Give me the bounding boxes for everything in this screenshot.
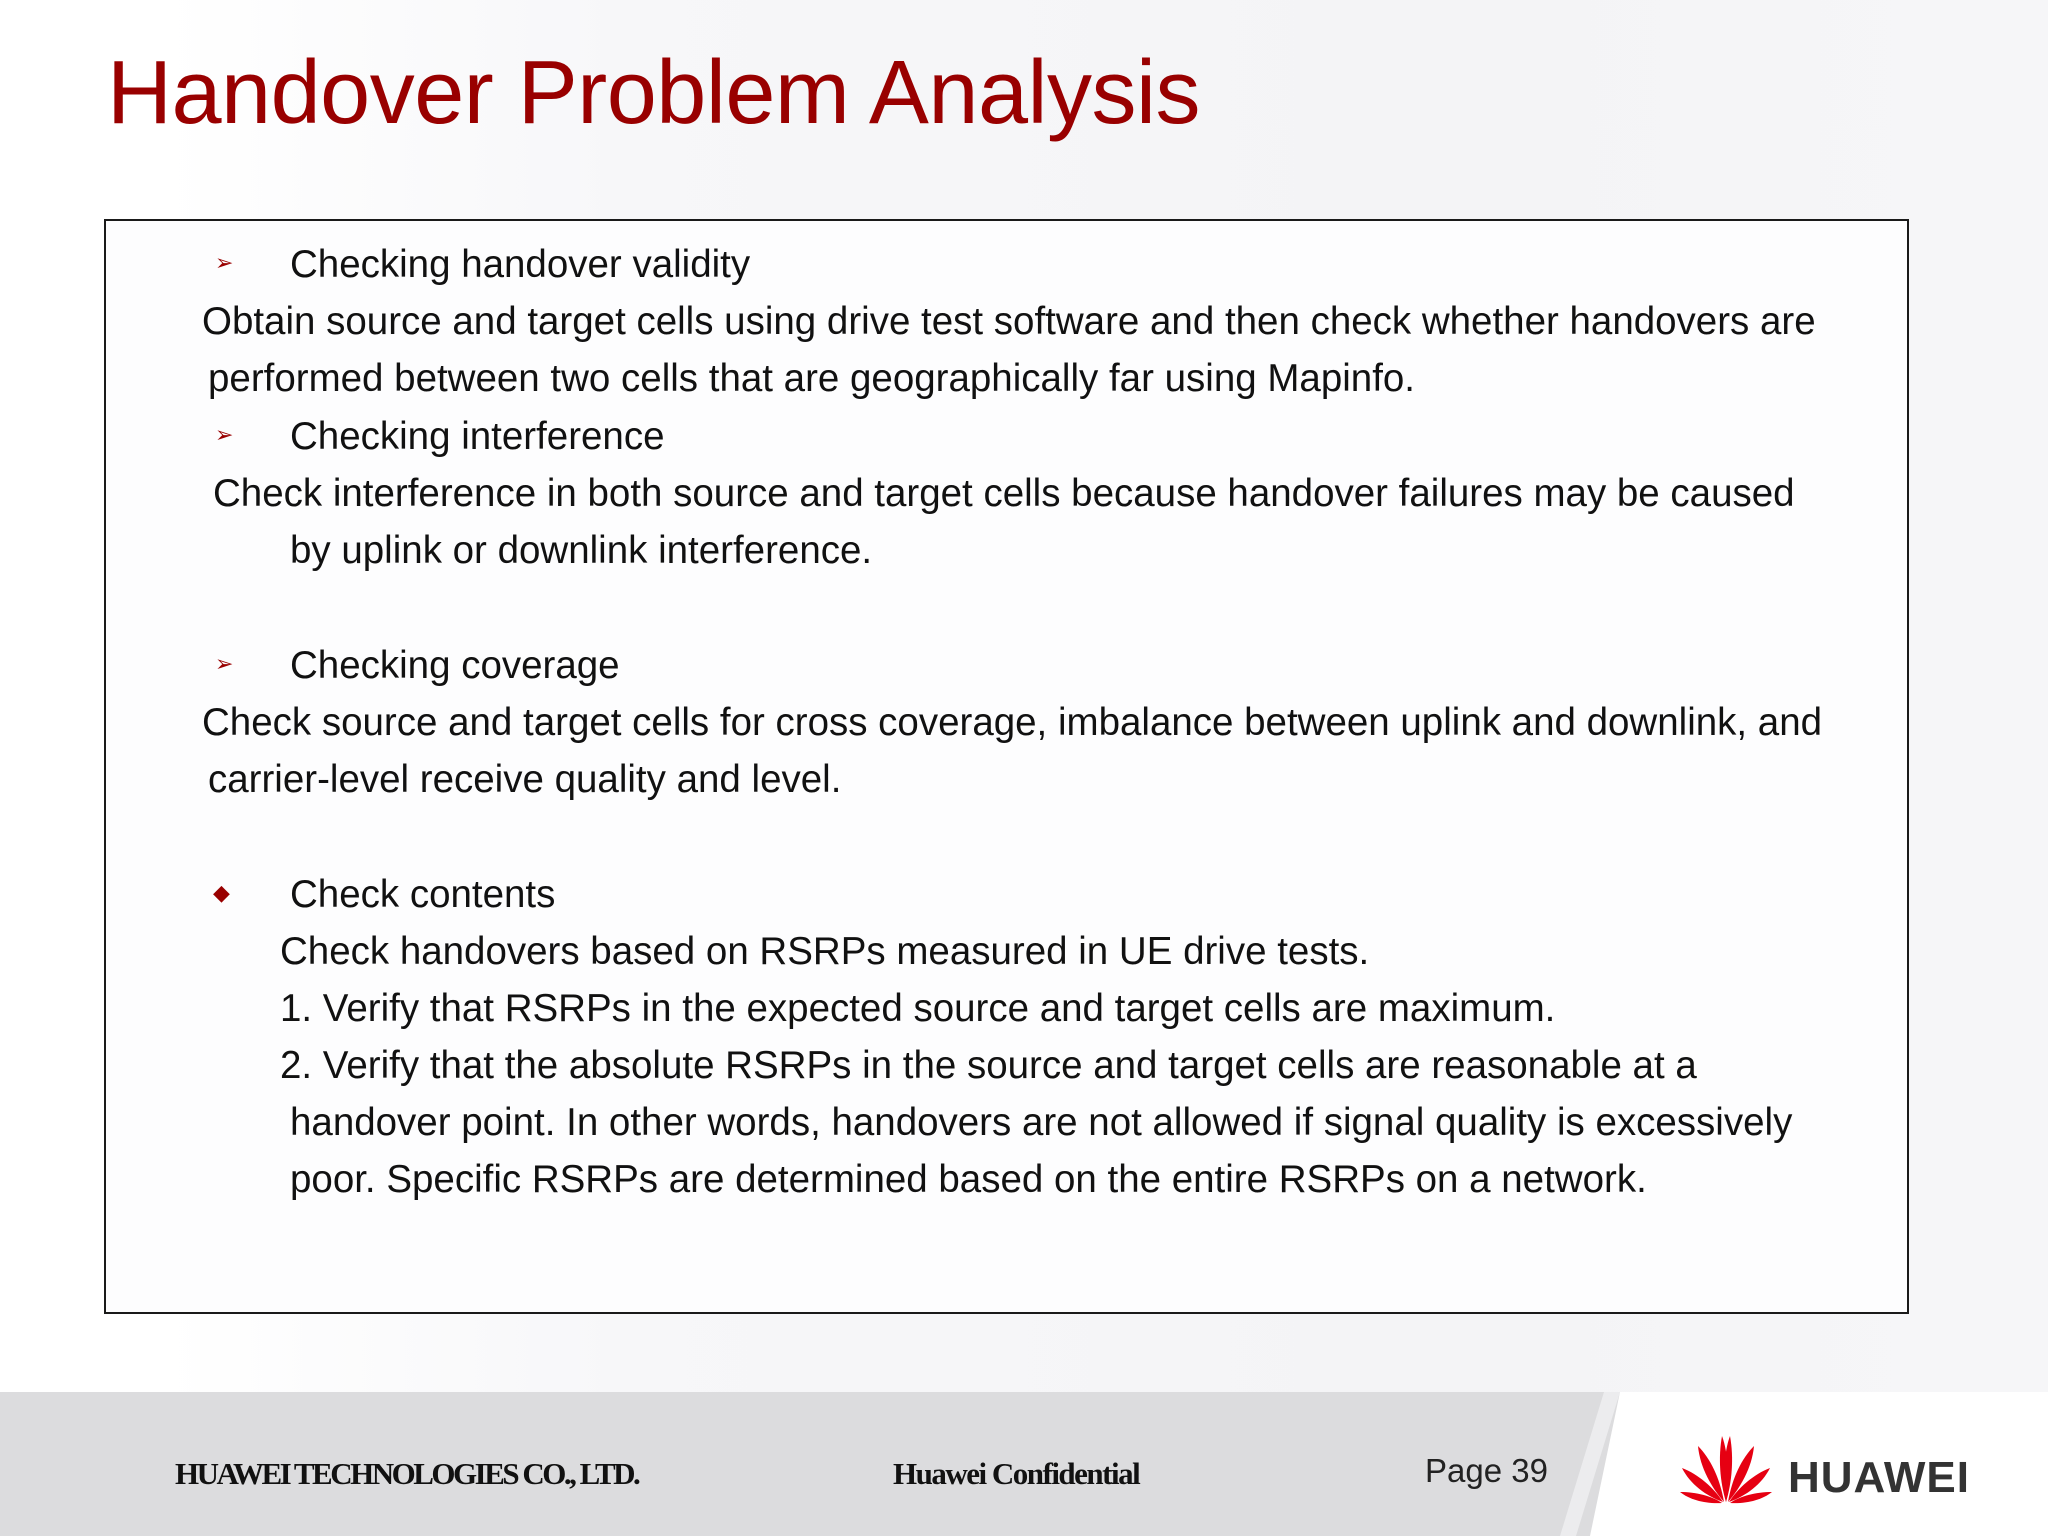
- body-line: 2. Verify that the absolute RSRPs in the source and target cells are reasonable at a: [280, 1044, 1697, 1087]
- body-line: handover point. In other words, handovers are not allowed if signal quality is excessively: [290, 1101, 1793, 1144]
- arrow-bullet-icon: ➢: [215, 422, 234, 447]
- body-line: by uplink or downlink interference.: [290, 529, 873, 572]
- heading-handover-validity: Checking handover validity: [290, 243, 751, 286]
- body-line: performed between two cells that are geographically far using Mapinfo.: [208, 357, 1415, 400]
- arrow-bullet-icon: ➢: [215, 250, 234, 275]
- body-line: Obtain source and target cells using drive test software and then check whether handovers are: [202, 300, 1816, 343]
- heading-interference: Checking interference: [290, 415, 665, 458]
- arrow-bullet-icon: ➢: [215, 651, 234, 676]
- heading-coverage: Checking coverage: [290, 644, 620, 687]
- huawei-logo-text: HUAWEI: [1788, 1453, 1970, 1502]
- body-line: Check interference in both source and target cells because handover failures may be caused: [213, 472, 1795, 515]
- footer-company-name: HUAWEI TECHNOLOGIES CO., LTD.: [175, 1456, 639, 1491]
- page-number: Page 39: [1425, 1452, 1548, 1489]
- heading-check-contents: Check contents: [290, 873, 556, 916]
- body-line: carrier-level receive quality and level.: [208, 758, 842, 801]
- diamond-bullet-icon: ◆: [213, 880, 230, 905]
- body-line: 1. Verify that RSRPs in the expected source and target cells are maximum.: [280, 987, 1556, 1030]
- footer-confidential: Huawei Confidential: [893, 1456, 1140, 1491]
- huawei-logo-icon: [1678, 1428, 1774, 1508]
- slide-title: Handover Problem Analysis: [107, 43, 1201, 143]
- body-line: poor. Specific RSRPs are determined based on the entire RSRPs on a network.: [290, 1158, 1647, 1201]
- body-line: Check handovers based on RSRPs measured in UE drive tests.: [280, 930, 1370, 973]
- body-line: Check source and target cells for cross coverage, imbalance between uplink and downlink, and: [202, 701, 1823, 744]
